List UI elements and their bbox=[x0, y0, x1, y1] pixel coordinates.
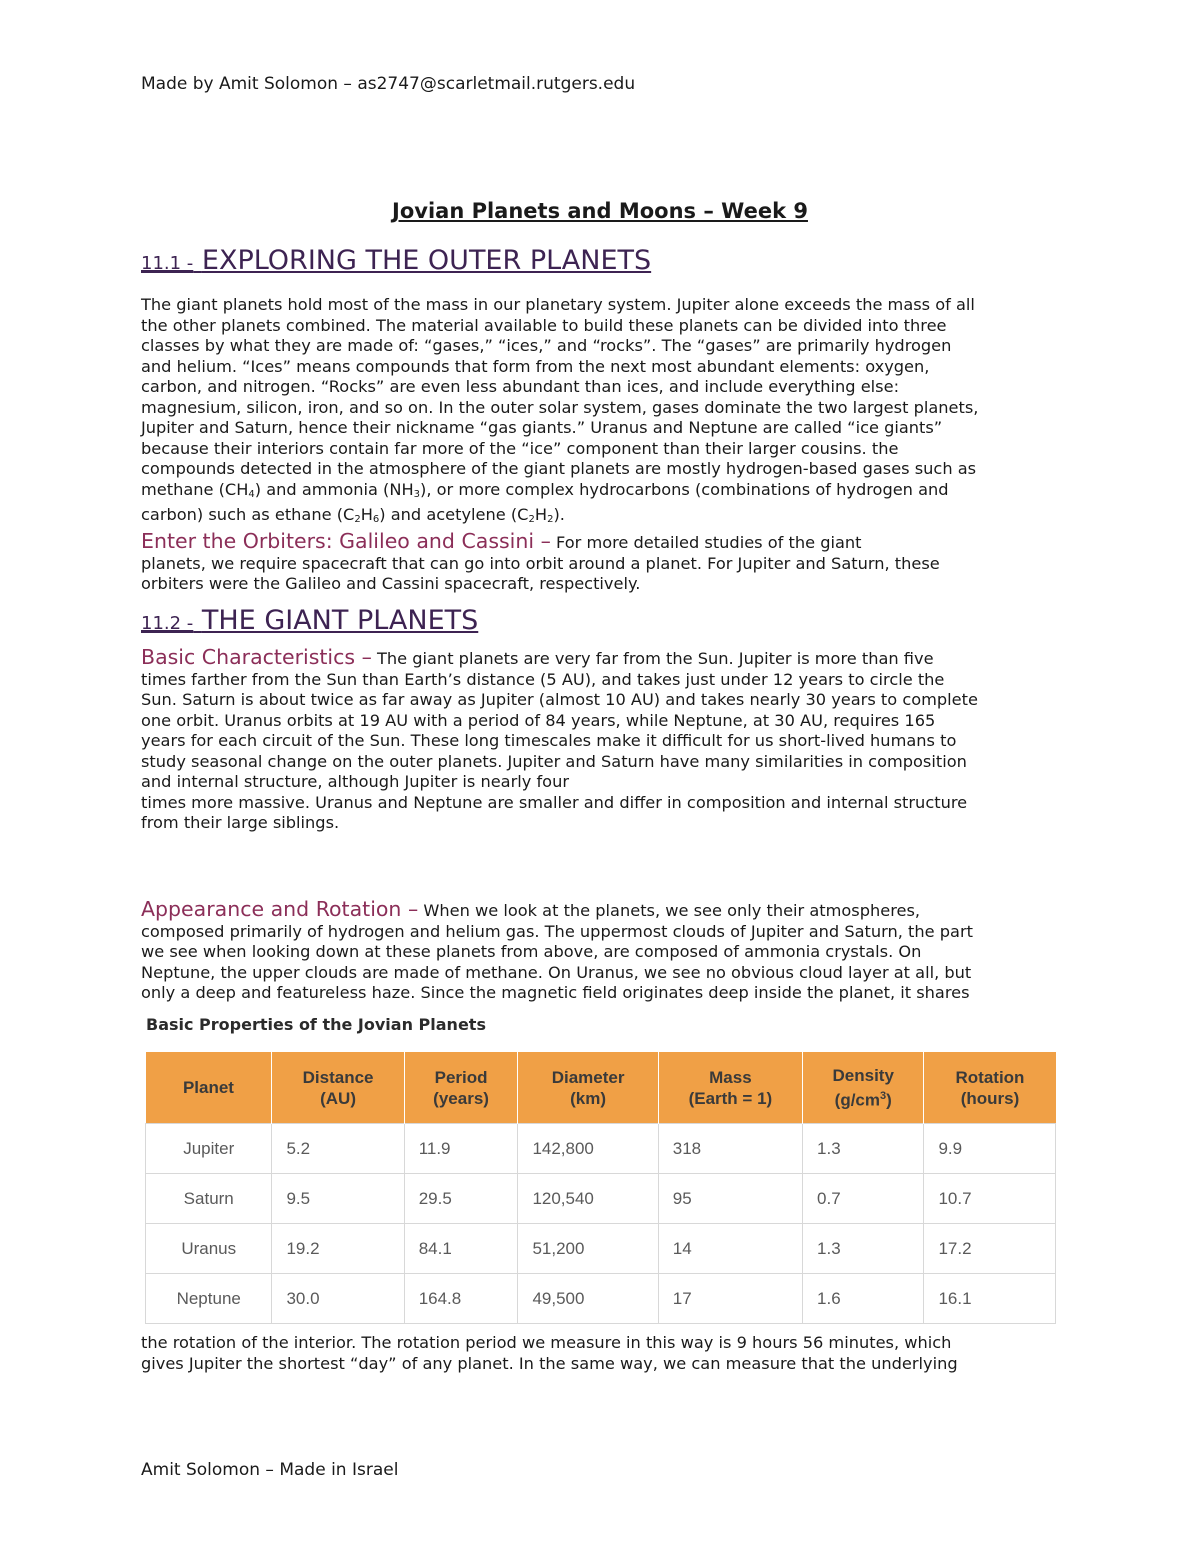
text-line: we see when looking down at these planets from above, are composed of ammonia crystals. On bbox=[141, 942, 922, 961]
text-line: study seasonal change on the outer planets. Jupiter and Saturn have many similarities in composition bbox=[141, 751, 967, 771]
text-line: compounds detected in the atmosphere of the giant planets are mostly hydrogen-based gases such as bbox=[141, 459, 977, 478]
table-cell: 17 bbox=[658, 1274, 802, 1324]
table-row bbox=[146, 1124, 1056, 1174]
table-cell: 95 bbox=[658, 1174, 802, 1224]
text-line: Neptune, the upper clouds are made of methane. On Uranus, we see no obvious cloud layer at all, but bbox=[141, 962, 972, 982]
text-line: because their interiors contain far more of the “ice” component than their larger cousins. the bbox=[141, 438, 899, 458]
section-heading-11-1 bbox=[141, 245, 651, 276]
column-header: Planet bbox=[146, 1052, 272, 1124]
section1-body bbox=[141, 295, 1061, 531]
subheading-basic: Basic Characteristics – bbox=[141, 645, 372, 669]
table-cell: Saturn bbox=[146, 1174, 272, 1224]
text-line: gives Jupiter the shortest “day” of any planet. In the same way, we can measure that the underlying bbox=[141, 1353, 958, 1373]
column-header: Density $(g/cm^3)$ bbox=[803, 1052, 924, 1124]
table-cell: 10.7 bbox=[924, 1174, 1056, 1224]
text-line: magnesium, silicon, iron, and so on. In the outer solar system, gases dominate the two largest planets, bbox=[141, 397, 979, 417]
table-cell: Jupiter bbox=[146, 1124, 272, 1174]
table-row bbox=[146, 1174, 1056, 1224]
text-line: the rotation of the interior. The rotation period we measure in this way is 9 hours 56 minutes, which bbox=[141, 1333, 952, 1352]
table-cell: 164.8 bbox=[404, 1274, 518, 1324]
text-line: and internal structure, although Jupiter is nearly four bbox=[141, 772, 569, 791]
page-header: Made by Amit Solomon – as2747@scarletmail.rutgers.edu bbox=[141, 74, 636, 94]
section-heading-11-2 bbox=[141, 605, 478, 636]
table-cell: 9.9 bbox=[924, 1124, 1056, 1174]
table-cell: 5.2 bbox=[272, 1124, 404, 1174]
table-cell: 49,500 bbox=[518, 1274, 658, 1324]
table-cell: 29.5 bbox=[404, 1174, 518, 1224]
text-line: one orbit. Uranus orbits at 19 AU with a period of 84 years, while Neptune, at 30 AU, requires 165 bbox=[141, 710, 936, 730]
table-cell: 11.9 bbox=[404, 1124, 518, 1174]
document-title: Jovian Planets and Moons – Week 9 bbox=[392, 199, 808, 223]
section-number: 11.2 - bbox=[141, 613, 194, 634]
table-header-row bbox=[146, 1052, 1056, 1124]
table-cell: Neptune bbox=[146, 1274, 272, 1324]
table-row bbox=[146, 1224, 1056, 1274]
text-line: Sun. Saturn is about twice as far away as Jupiter (almost 10 AU) and takes nearly 30 years to complete bbox=[141, 690, 978, 709]
column-header: Mass (Earth = 1) bbox=[658, 1052, 802, 1124]
table-cell: 0.7 bbox=[803, 1174, 924, 1224]
table-row bbox=[146, 1274, 1056, 1324]
column-header: Rotation (hours) bbox=[924, 1052, 1056, 1124]
table-cell: 30.0 bbox=[272, 1274, 404, 1324]
table-cell: 51,200 bbox=[518, 1224, 658, 1274]
subheading-orbiters: Enter the Orbiters: Galileo and Cassini – bbox=[141, 529, 551, 553]
section-title: THE GIANT PLANETS bbox=[201, 605, 479, 636]
text-line: carbon, and nitrogen. “Rocks” are even less abundant than ices, and include everything else: bbox=[141, 377, 900, 396]
orbiters-paragraph: Enter the Orbiters: Galileo and Cassini – For more detailed studies of the giant planets, we require spacecraft that can go into orbit around a planet. For Jupiter and Saturn, these orbiters were the Galileo and Cassini spacecraft, respectively. bbox=[141, 531, 1061, 595]
text-line: Jupiter and Saturn, hence their nickname “gas giants.” Uranus and Neptune are called “ice giants” bbox=[141, 418, 943, 437]
text-line: and helium. “Ices” means compounds that form from the next most abundant elements: oxygen, bbox=[141, 356, 930, 376]
section-title: EXPLORING THE OUTER PLANETS bbox=[201, 245, 652, 276]
text-line: only a deep and featureless haze. Since the magnetic field originates deep inside the planet, it shares bbox=[141, 983, 970, 1002]
page-footer: Amit Solomon – Made in Israel bbox=[141, 1460, 399, 1480]
table-cell: Uranus bbox=[146, 1224, 272, 1274]
column-header: Diameter (km) bbox=[518, 1052, 658, 1124]
after-table-paragraph bbox=[141, 1333, 1061, 1374]
text-line: composed primarily of hydrogen and helium gas. The uppermost clouds of Jupiter and Saturn, the part bbox=[141, 921, 973, 941]
chemistry-line: carbon) such as ethane $(C_2H_6)$ and acetylene $(C_2H_2)$. bbox=[141, 505, 565, 525]
text-line: from their large siblings. bbox=[141, 813, 340, 832]
table-cell: 120,540 bbox=[518, 1174, 658, 1224]
table-cell: 17.2 bbox=[924, 1224, 1056, 1274]
table-cell: 84.1 bbox=[404, 1224, 518, 1274]
text-line: years for each circuit of the Sun. These long timescales make it difficult for us short-lived humans to bbox=[141, 731, 957, 750]
section-number: 11.1 - bbox=[141, 253, 194, 274]
basic-characteristics-paragraph: Basic Characteristics – The giant planets are very far from the Sun. Jupiter is more than five times farther from the Sun than Earth’s distance (5 AU), and takes just under 12 years to circle the Sun. Saturn is about twice as far away as Jupiter (almost 10 AU) and takes nearly 30 years to complete one orbit. Uranus orbits at 19 AU with a period of 84 years, while Neptune, at 30 AU, requires 165 years for each circuit of the Sun. These long timescales make it difficult for us short-lived humans to study seasonal change on the outer planets. Jupiter and Saturn have many similarities in composition and internal structure, although Jupiter is nearly four times more massive. Uranus and Neptune are smaller and differ in composition and internal structure from their large siblings. bbox=[141, 647, 1061, 834]
column-header: Distance (AU) bbox=[272, 1052, 404, 1124]
table-cell: 14 bbox=[658, 1224, 802, 1274]
text-line: classes by what they are made of: “gases,” “ices,” and “rocks”. The “gases” are primarily hydrogen bbox=[141, 336, 952, 355]
table-cell: 1.3 bbox=[803, 1124, 924, 1174]
table-cell: 16.1 bbox=[924, 1274, 1056, 1324]
column-header: Period (years) bbox=[404, 1052, 518, 1124]
table-cell: 1.6 bbox=[803, 1274, 924, 1324]
appearance-paragraph: Appearance and Rotation – When we look at the planets, we see only their atmospheres, composed primarily of hydrogen and helium gas. The uppermost clouds of Jupiter and Saturn, the part we see when looking down at these planets from above, are composed of ammonia crystals. On Neptune, the upper clouds are made of methane. On Uranus, we see no obvious cloud layer at all, but only a deep and featureless haze. Since the magnetic field originates deep inside the planet, it shares bbox=[141, 899, 1061, 1004]
jovian-properties-table bbox=[145, 1052, 1056, 1324]
table-cell: 1.3 bbox=[803, 1224, 924, 1274]
text-line: orbiters were the Galileo and Cassini spacecraft, respectively. bbox=[141, 574, 641, 593]
text-line: times more massive. Uranus and Neptune are smaller and differ in composition and internal structure bbox=[141, 792, 968, 812]
text-line: times farther from the Sun than Earth’s distance (5 AU), and takes just under 12 years to circle the bbox=[141, 669, 945, 689]
text-line: The giant planets hold most of the mass in our planetary system. Jupiter alone exceeds the mass of all bbox=[141, 295, 975, 314]
table-cell: 318 bbox=[658, 1124, 802, 1174]
table-cell: 19.2 bbox=[272, 1224, 404, 1274]
chemistry-line: methane $(CH_4)$ and ammonia $(NH_3)$, or more complex hydrocarbons (combinations of hydrogen and bbox=[141, 479, 949, 500]
table-caption: Basic Properties of the Jovian Planets bbox=[146, 1015, 486, 1034]
subheading-appearance: Appearance and Rotation – bbox=[141, 897, 419, 921]
table-cell: 9.5 bbox=[272, 1174, 404, 1224]
text-line: the other planets combined. The material available to build these planets can be divided into three bbox=[141, 315, 947, 335]
text-line: planets, we require spacecraft that can go into orbit around a planet. For Jupiter and Saturn, these bbox=[141, 553, 940, 573]
table-cell: 142,800 bbox=[518, 1124, 658, 1174]
